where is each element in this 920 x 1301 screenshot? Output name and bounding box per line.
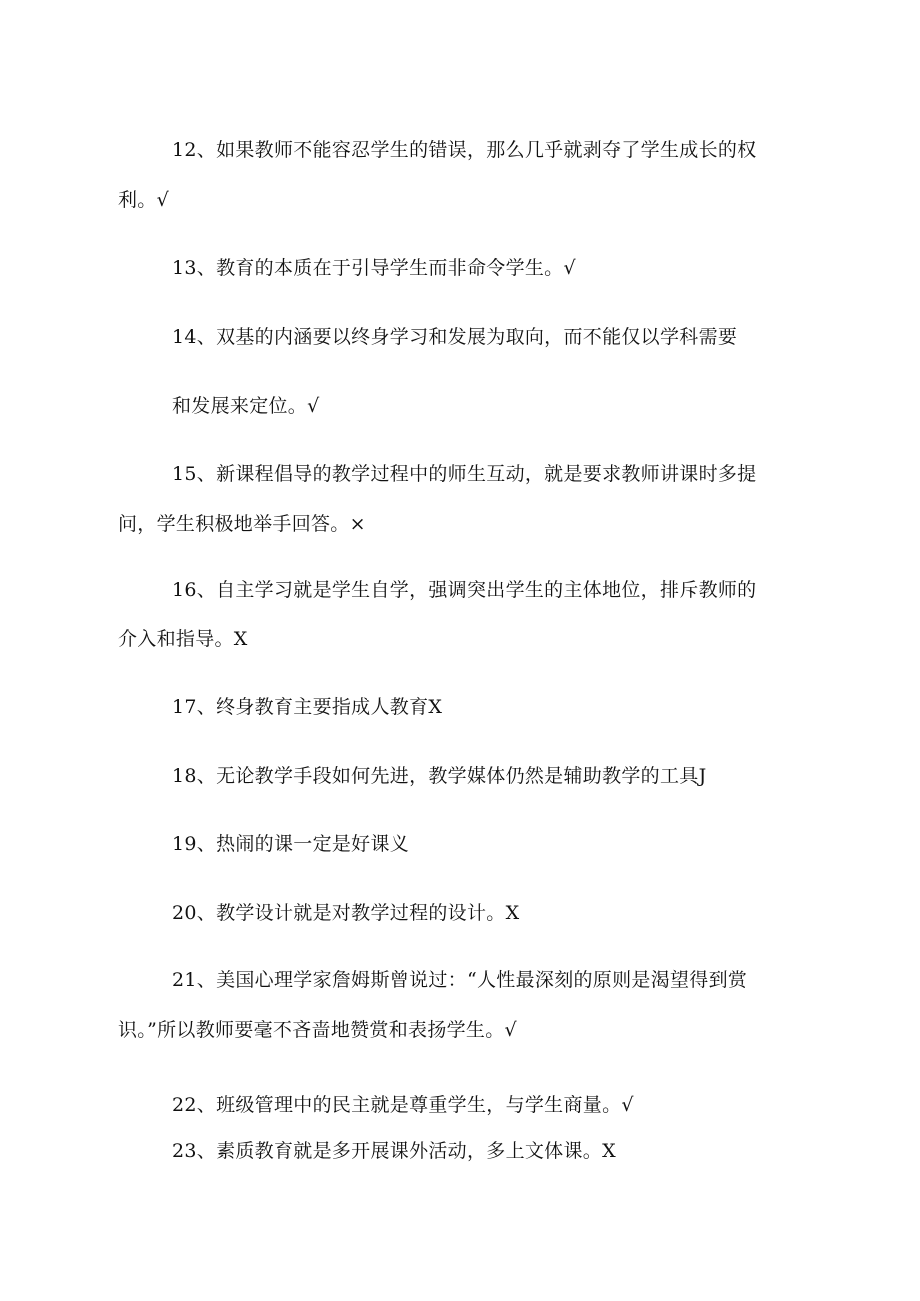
item-16-line-1: 16、自主学习就是学生自学，强调突出学生的主体地位，排斥教师的	[172, 579, 757, 601]
item-19-line-1: 19、热闹的课一定是好课义	[172, 833, 410, 855]
item-23-line-1: 23、素质教育就是多开展课外活动，多上文体课。X	[172, 1140, 616, 1162]
item-15-line-2: 问，学生积极地举手回答。×	[118, 513, 366, 535]
item-12-line-2: 利。√	[118, 189, 170, 211]
item-14-line-1: 14、双基的内涵要以终身学习和发展为取向，而不能仅以学科需要	[172, 326, 738, 348]
item-16-line-2: 介入和指导。X	[118, 628, 248, 650]
item-12-line-1: 12、如果教师不能容忍学生的错误，那么几乎就剥夺了学生成长的权	[172, 139, 757, 161]
item-13-line-1: 13、教育的本质在于引导学生而非命令学生。√	[172, 257, 576, 279]
item-22-line-1: 22、班级管理中的民主就是尊重学生，与学生商量。√	[172, 1094, 634, 1116]
item-21-line-1: 21、美国心理学家詹姆斯曾说过：“人性最深刻的原则是渴望得到赏	[172, 969, 748, 991]
item-17-line-1: 17、终身教育主要指成人教育X	[172, 696, 443, 718]
item-21-line-2: 识。”所以教师要毫不吝啬地赞赏和表扬学生。√	[118, 1019, 517, 1041]
item-20-line-1: 20、教学设计就是对教学过程的设计。X	[172, 902, 520, 924]
item-18-line-1: 18、无论教学手段如何先进，教学媒体仍然是辅助教学的工具J	[172, 765, 707, 787]
item-15-line-1: 15、新课程倡导的教学过程中的师生互动，就是要求教师讲课时多提	[172, 463, 757, 485]
item-14-line-2: 和发展来定位。√	[172, 395, 320, 417]
